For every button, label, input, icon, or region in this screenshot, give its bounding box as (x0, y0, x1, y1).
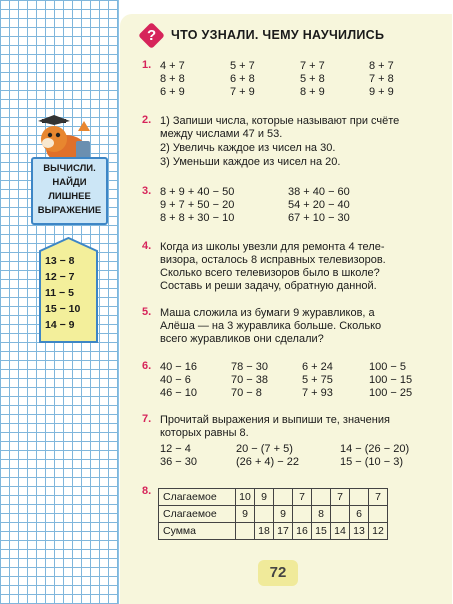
table-cell: 7 (293, 489, 312, 506)
task-number: 5. (142, 306, 152, 318)
expression: 38 + 40 − 60 (288, 186, 350, 198)
expression: (26 + 4) − 22 (236, 456, 299, 468)
task-number: 3. (142, 185, 152, 197)
expression: 7 + 8 (369, 73, 394, 85)
sum-table (158, 488, 388, 540)
table-cell (331, 506, 350, 523)
expression: 54 + 20 − 40 (288, 199, 350, 211)
table-cell: 6 (350, 506, 369, 523)
table-cell: 16 (293, 523, 312, 540)
table-cell (236, 523, 255, 540)
table-cell: 9 (274, 506, 293, 523)
expression: 8 + 9 + 40 − 50 (160, 186, 235, 198)
instruction-card (31, 157, 108, 225)
task-text: которых равны 8. (160, 427, 249, 439)
expression: 6 + 8 (230, 73, 255, 85)
table-cell: 7 (369, 489, 388, 506)
table-cell: 18 (255, 523, 274, 540)
expression: 8 + 8 (160, 73, 185, 85)
table-row (159, 523, 388, 540)
expression: 6 + 9 (160, 86, 185, 98)
table-cell (350, 489, 369, 506)
task-text: 2) Увеличь каждое из чисел на 30. (160, 142, 336, 154)
expression-item: 12 − 7 (45, 271, 75, 283)
expression-item: 11 − 5 (45, 287, 74, 299)
task-text: Когда из школы увезли для ремонта 4 теле- (160, 241, 385, 253)
section-title: ЧТО УЗНАЛИ. ЧЕМУ НАУЧИЛИСЬ (171, 28, 385, 42)
task-number: 4. (142, 240, 152, 252)
expression: 70 − 38 (231, 374, 269, 386)
task-text: всего журавликов они сделали? (160, 333, 324, 345)
expression: 70 − 8 (231, 387, 262, 399)
expression: 20 − (7 + 5) (236, 443, 293, 455)
table-cell (369, 506, 388, 523)
task-number: 7. (142, 413, 152, 425)
table-cell: 17 (274, 523, 293, 540)
expression-item: 13 − 8 (45, 255, 75, 267)
expression: 7 + 93 (302, 387, 333, 399)
expression: 100 − 5 (369, 361, 407, 373)
expression: 5 + 7 (230, 60, 255, 72)
instruction-line: ВЫРАЖЕНИЕ (37, 205, 102, 216)
question-icon: ? (138, 22, 165, 49)
task-text: между числами 47 и 53. (160, 128, 283, 140)
table-row (159, 506, 388, 523)
expression: 9 + 7 + 50 − 20 (160, 199, 235, 211)
table-cell (255, 506, 274, 523)
expression: 40 − 6 (160, 374, 191, 386)
row-label: Слагаемое (159, 489, 236, 506)
expression: 40 − 16 (160, 361, 198, 373)
instruction-line: НАЙДИ (52, 177, 87, 188)
expression: 78 − 30 (231, 361, 269, 373)
expression: 100 − 25 (369, 387, 413, 399)
expression: 8 + 7 (369, 60, 394, 72)
expression: 46 − 10 (160, 387, 198, 399)
task-number: 8. (142, 485, 152, 497)
row-label: Слагаемое (159, 506, 236, 523)
task-text: Маша сложила из бумаги 9 журавликов, а (160, 307, 375, 319)
task-text: Сколько всего телевизоров было в школе? (160, 267, 380, 279)
expression: 36 − 30 (160, 456, 198, 468)
task-number: 6. (142, 360, 152, 372)
task-text: Алёша — на 3 журавлика больше. Сколько (160, 320, 382, 332)
table-cell: 7 (331, 489, 350, 506)
expression: 6 + 24 (302, 361, 333, 373)
row-label: Сумма (159, 523, 236, 540)
expression: 14 − (26 − 20) (340, 443, 410, 455)
table-cell: 14 (331, 523, 350, 540)
table-row (159, 489, 388, 506)
table-cell (293, 506, 312, 523)
table-cell: 9 (236, 506, 255, 523)
table-cell: 12 (369, 523, 388, 540)
table-cell (274, 489, 293, 506)
expression-item: 15 − 10 (45, 303, 81, 315)
task-text: Составь и реши задачу, обратную данной. (160, 280, 377, 292)
task-text: 1) Запиши числа, которые называют при счёте (160, 115, 400, 127)
table-cell: 9 (255, 489, 274, 506)
expression: 8 + 9 (300, 86, 325, 98)
task-number: 2. (142, 114, 152, 126)
table-cell: 10 (236, 489, 255, 506)
expression: 8 + 8 + 30 − 10 (160, 212, 235, 224)
expressions-card (39, 237, 98, 343)
expression: 100 − 15 (369, 374, 413, 386)
task-text: визора, осталось 8 исправных телевизоров. (160, 254, 386, 266)
expression: 12 − 4 (160, 443, 191, 455)
instruction-line: ЛИШНЕЕ (48, 191, 91, 202)
task-text: Прочитай выражения и выпиши те, значения (160, 414, 390, 426)
expression-item: 14 − 9 (45, 319, 75, 331)
expression: 4 + 7 (160, 60, 185, 72)
expression: 9 + 9 (369, 86, 394, 98)
table-cell: 13 (350, 523, 369, 540)
instruction-line: ВЫЧИСЛИ. (43, 163, 96, 174)
task-text: 3) Уменьши каждое из чисел на 20. (160, 156, 341, 168)
task-number: 1. (142, 59, 152, 71)
table-cell (312, 489, 331, 506)
expression: 67 + 10 − 30 (288, 212, 350, 224)
expression: 7 + 7 (300, 60, 325, 72)
expression: 5 + 8 (300, 73, 325, 85)
table-cell: 15 (312, 523, 331, 540)
expression: 5 + 75 (302, 374, 333, 386)
page-number: 72 (258, 560, 298, 586)
expression: 15 − (10 − 3) (340, 456, 403, 468)
expression: 7 + 9 (230, 86, 255, 98)
table-cell: 8 (312, 506, 331, 523)
